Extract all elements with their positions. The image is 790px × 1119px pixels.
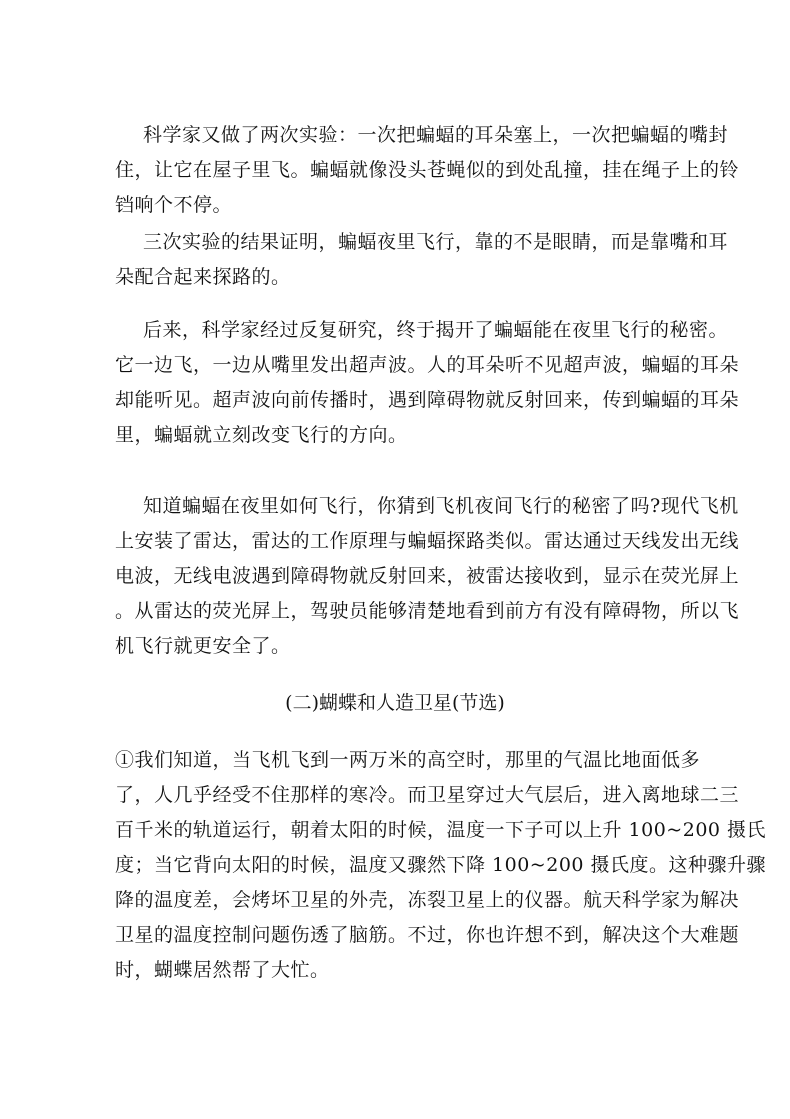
text-line: 住，让它在屋子里飞。蝙蝠就像没头苍蝇似的到处乱撞，挂在绳子上的铃 [115, 159, 740, 181]
paragraph-ultrasound-secret [115, 313, 740, 453]
paragraph-butterfly-satellite [115, 743, 767, 988]
section-heading: (二)蝴蝶和人造卫星(节选) [285, 692, 505, 714]
text-line: 却能听见。超声波向前传播时，遇到障碍物就反射回来，传到蝙蝠的耳朵 [115, 389, 740, 411]
text-line: 机飞行就更安全了。 [115, 635, 291, 657]
text-line: 电波，无线电波遇到障碍物就反射回来，被雷达接收到，显示在荧光屏上 [115, 565, 740, 587]
text-line: 。从雷达的荧光屏上，驾驶员能够清楚地看到前方有没有障碍物，所以飞 [115, 600, 740, 622]
text-line: ①我们知道，当飞机飞到一两万米的高空时，那里的气温比地面低多 [115, 749, 701, 771]
text-line: 里，蝙蝠就立刻改变飞行的方向。 [115, 424, 408, 446]
text-line: 上安装了雷达，雷达的工作原理与蝙蝠探路类似。雷达通过天线发出无线 [115, 530, 740, 552]
text-line: 降的温度差，会烤坏卫星的外壳，冻裂卫星上的仪器。航天科学家为解决 [115, 889, 740, 911]
paragraph-radar [115, 489, 740, 664]
paragraph-experiment-conclusion [115, 225, 729, 295]
text-line: 朵配合起来探路的。 [115, 266, 291, 288]
text-line: 知道蝙蝠在夜里如何飞行，你猜到飞机夜间飞行的秘密了吗?现代飞机 [143, 495, 739, 517]
text-line: 后来，科学家经过反复研究，终于揭开了蝙蝠能在夜里飞行的秘密。 [143, 319, 729, 341]
text-line: 三次实验的结果证明，蝙蝠夜里飞行，靠的不是眼睛，而是靠嘴和耳 [143, 231, 729, 253]
text-line: 卫星的温度控制问题伤透了脑筋。不过，你也许想不到，解决这个大难题 [115, 924, 740, 946]
text-line: 了，人几乎经受不住那样的寒冷。而卫星穿过大气层后，进入离地球二三 [115, 784, 740, 806]
text-line: 它一边飞，一边从嘴里发出超声波。人的耳朵听不见超声波，蝙蝠的耳朵 [115, 354, 740, 376]
text-line: 度；当它背向太阳的时候，温度又骤然下降 100~200 摄氏度。这种骤升骤 [115, 854, 767, 876]
text-line: 百千米的轨道运行，朝着太阳的时候，温度一下子可以上升 100~200 摄氏 [115, 819, 767, 841]
paragraph-bat-ears-mouth-experiment [115, 118, 740, 223]
text-line: 科学家又做了两次实验：一次把蝙蝠的耳朵塞上，一次把蝙蝠的嘴封 [143, 124, 729, 146]
text-line: 时，蝴蝶居然帮了大忙。 [115, 959, 330, 981]
text-line: 铛响个不停。 [115, 194, 233, 216]
